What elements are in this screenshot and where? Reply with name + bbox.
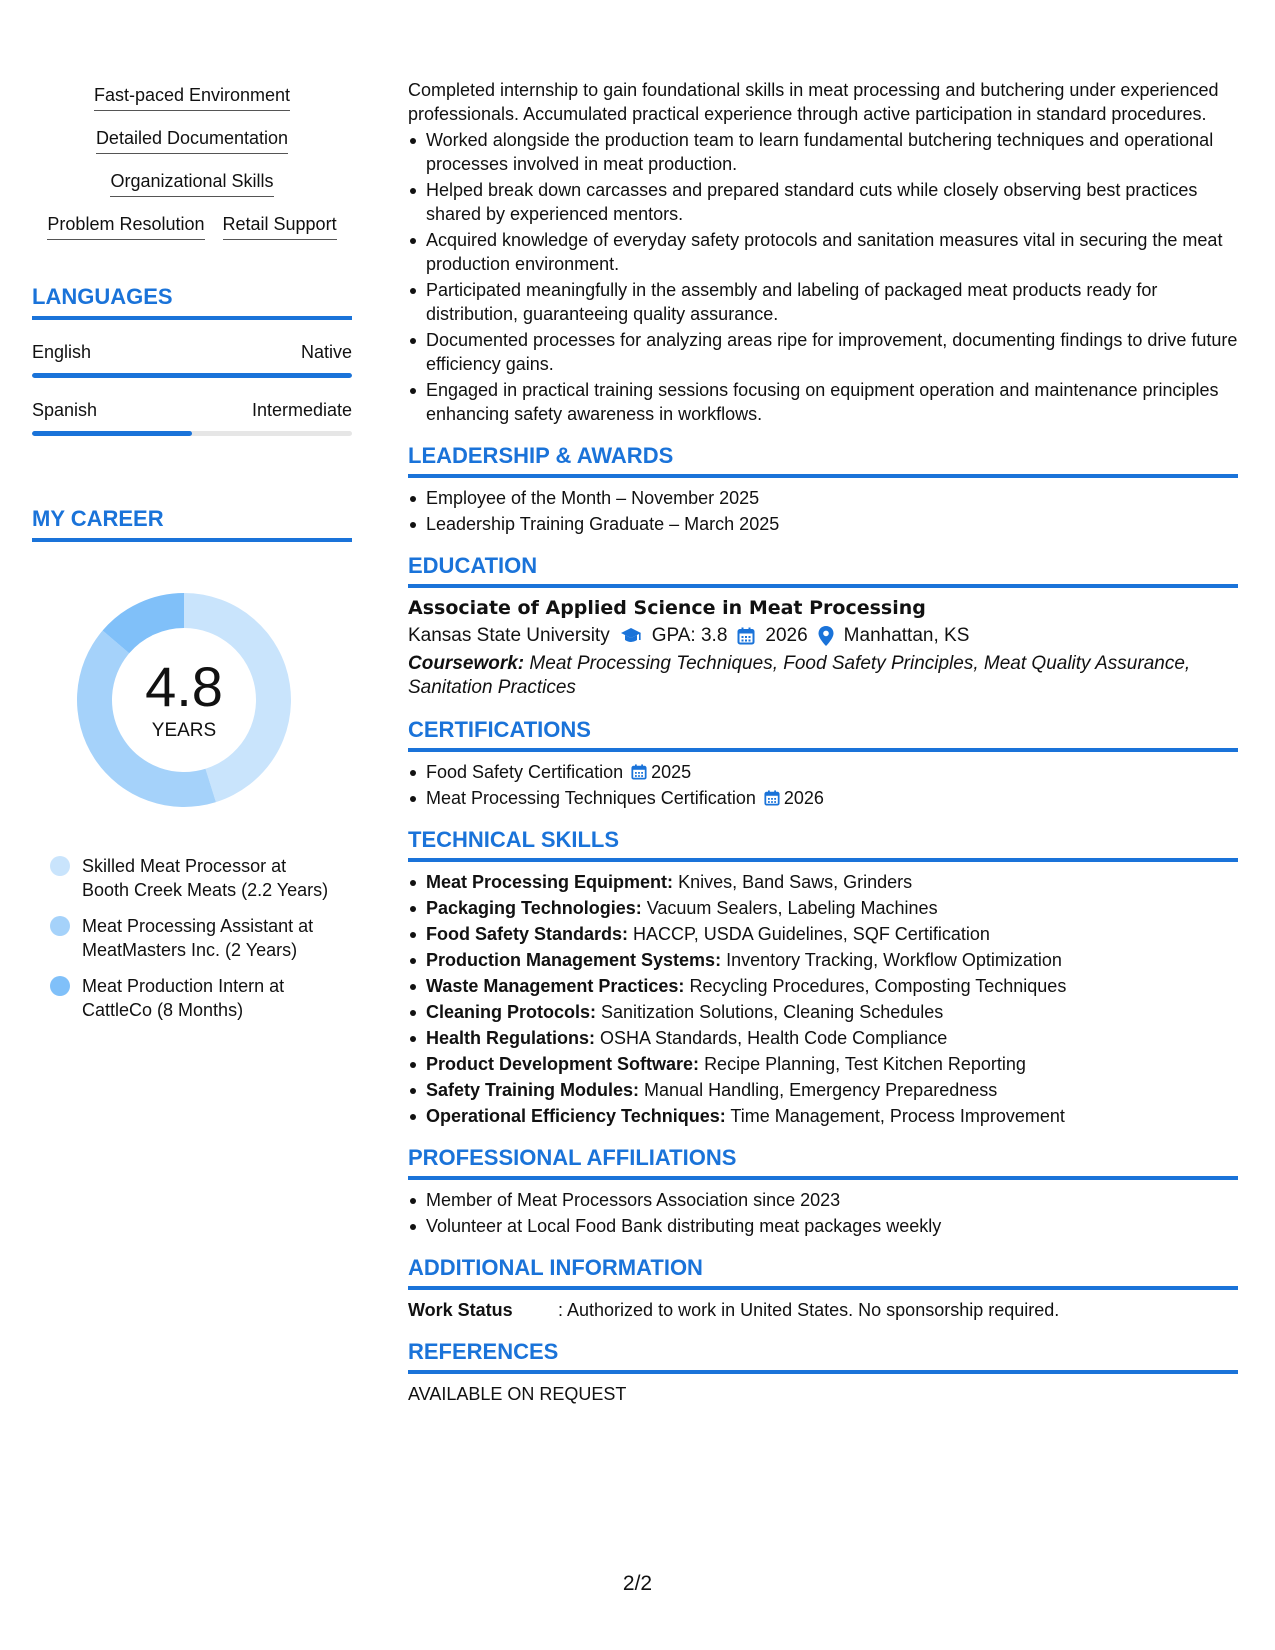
education-degree: Associate of Applied Science in Meat Processing [408,597,926,619]
languages-heading: LANGUAGES [32,284,352,320]
career-legend-item [50,854,352,902]
career-legend-label: Skilled Meat Processor at Booth Creek Meats (2.2 Years) [82,856,329,900]
additional-info-heading: ADDITIONAL INFORMATION [408,1256,1238,1290]
career-legend-label: Meat Production Intern at CattleCo (8 Months) [82,976,285,1020]
education-coursework [408,652,1238,700]
leadership-heading: LEADERSHIP & AWARDS [408,444,1238,478]
technical-skill-item [408,1078,1238,1102]
experience-bullet: Worked alongside the production team to learn fundamental butchering techniques and operational processes involved in meat production. [408,128,1238,176]
skill-values: Vacuum Sealers, Labeling Machines [646,898,938,918]
leadership-item: Employee of the Month – November 2025 [408,486,1238,510]
education-school: Kansas State University [408,625,610,646]
skill-row [94,84,290,111]
skill-values: Time Management, Process Improvement [730,1106,1065,1126]
coursework-list: Meat Processing Techniques, Food Safety Principles, Meat Quality Assurance, Sanitation Practices [408,653,1191,698]
skill-values: Recipe Planning, Test Kitchen Reporting [704,1054,1026,1074]
language-proficiency-fill [32,431,192,436]
skill-category: Health Regulations: [426,1028,596,1048]
career-total-value: 4.8 [145,655,223,718]
skill-category: Cleaning Protocols: [426,1002,597,1022]
skills-tags [32,84,352,256]
work-status-row [408,1298,1238,1322]
left-column [32,84,352,1034]
education-heading: EDUCATION [408,554,1238,588]
language-item [32,342,352,378]
leadership-list [408,486,1238,536]
skill-values: Knives, Band Saws, Grinders [678,872,913,892]
skill-row [110,170,273,197]
coursework-label: Coursework: [408,653,525,674]
skill-values: Manual Handling, Emergency Preparedness [644,1080,998,1100]
work-status-value: : Authorized to work in United States. No sponsorship required. [558,1300,1060,1320]
skill-category: Food Safety Standards: [426,924,629,944]
right-column [408,78,1238,1406]
skill-tag: Problem Resolution [47,213,204,240]
technical-skill-item [408,1052,1238,1076]
experience-bullet: Documented processes for analyzing areas ripe for improvement, documenting findings to drive future efficiency gains. [408,328,1238,376]
legend-dot [50,976,70,996]
certifications-heading: CERTIFICATIONS [408,718,1238,752]
technical-skills-list [408,870,1238,1128]
technical-skill-item [408,948,1238,972]
certification-item [408,760,1238,784]
graduation-cap-icon [620,627,642,645]
legend-dot [50,916,70,936]
languages-section [32,284,352,436]
skill-tag: Organizational Skills [110,170,273,197]
skill-tag: Fast-paced Environment [94,84,290,111]
page-number: 2/2 [622,1572,653,1595]
location-pin-icon [818,626,834,646]
technical-skill-item [408,896,1238,920]
language-item [32,400,352,436]
certification-name: Food Safety Certification [426,762,624,782]
career-legend-item [50,914,352,962]
certifications-list [408,760,1238,810]
skill-category: Meat Processing Equipment: [426,872,674,892]
certification-item [408,786,1238,810]
technical-skill-item [408,922,1238,946]
technical-skills-heading: TECHNICAL SKILLS [408,828,1238,862]
technical-skill-item [408,1000,1238,1024]
calendar-icon [737,627,755,645]
affiliation-item: Member of Meat Processors Association since 2023 [408,1188,1238,1212]
experience-bullet: Helped break down carcasses and prepared standard cuts while closely observing best practices shared by experienced mentors. [408,178,1238,226]
experience-bullet: Engaged in practical training sessions focusing on equipment operation and maintenance principles enhancing safety awareness in workflows. [408,378,1238,426]
skill-values: Sanitization Solutions, Cleaning Schedules [601,1002,944,1022]
skill-category: Packaging Technologies: [426,898,642,918]
career-legend-item [50,974,352,1022]
skill-category: Product Development Software: [426,1054,700,1074]
certification-year: 2025 [651,762,692,782]
calendar-icon [631,764,647,780]
technical-skill-item [408,870,1238,894]
career-heading: MY CAREER [32,506,352,542]
calendar-icon [764,790,780,806]
affiliations-heading: PROFESSIONAL AFFILIATIONS [408,1146,1238,1180]
certification-year: 2026 [783,788,824,808]
work-status-label: Work Status [408,1300,513,1320]
leadership-item: Leadership Training Graduate – March 2025 [408,512,1238,536]
experience-bullet: Participated meaningfully in the assembly and labeling of packaged meat products ready for distribution, guaranteeing quality assurance. [408,278,1238,326]
affiliation-item: Volunteer at Local Food Bank distributing meat packages weekly [408,1214,1238,1238]
skill-category: Operational Efficiency Techniques: [426,1106,726,1126]
career-total-unit: YEARS [151,720,217,741]
skill-values: OSHA Standards, Health Code Compliance [600,1028,948,1048]
language-level: Native [300,342,352,362]
skill-row [47,213,336,240]
education-details [408,624,1238,648]
skill-values: Inventory Tracking, Workflow Optimization [726,950,1062,970]
legend-dot [50,856,70,876]
language-proficiency-bar [32,431,352,436]
skill-values: Recycling Procedures, Composting Techniques [689,976,1067,996]
skill-values: HACCP, USDA Guidelines, SQF Certification [633,924,990,944]
technical-skill-item [408,1104,1238,1128]
experience-bullets [408,128,1238,426]
career-legend [32,854,352,1022]
certification-name: Meat Processing Techniques Certification [426,788,756,808]
experience-intro: Completed internship to gain foundational skills in meat processing and butchering under experienced professionals. Accumulated practical experience through active participation in standard procedures. [408,80,1219,124]
skill-category: Waste Management Practices: [426,976,685,996]
education-year: 2026 [765,625,808,646]
skill-tag: Detailed Documentation [96,127,288,154]
references-text: AVAILABLE ON REQUEST [408,1384,627,1404]
language-level: Intermediate [251,400,352,420]
language-name: English [32,342,92,362]
skill-category: Safety Training Modules: [426,1080,640,1100]
affiliations-list [408,1188,1238,1238]
career-legend-label: Meat Processing Assistant at MeatMasters Inc. (2 Years) [82,916,314,960]
experience-bullet: Acquired knowledge of everyday safety protocols and sanitation measures vital in securing the meat production environment. [408,228,1238,276]
skill-tag: Retail Support [223,213,337,240]
career-section [32,506,352,1022]
education-gpa: GPA: 3.8 [651,625,728,646]
skill-category: Production Management Systems: [426,950,722,970]
career-donut-chart [64,580,304,820]
language-proficiency-fill [32,373,352,378]
technical-skill-item [408,1026,1238,1050]
donut-center [64,580,304,820]
references-heading: REFERENCES [408,1340,1238,1374]
technical-skill-item [408,974,1238,998]
skill-row [96,127,288,154]
language-name: Spanish [32,400,98,420]
education-location: Manhattan, KS [843,625,970,646]
language-proficiency-bar [32,373,352,378]
